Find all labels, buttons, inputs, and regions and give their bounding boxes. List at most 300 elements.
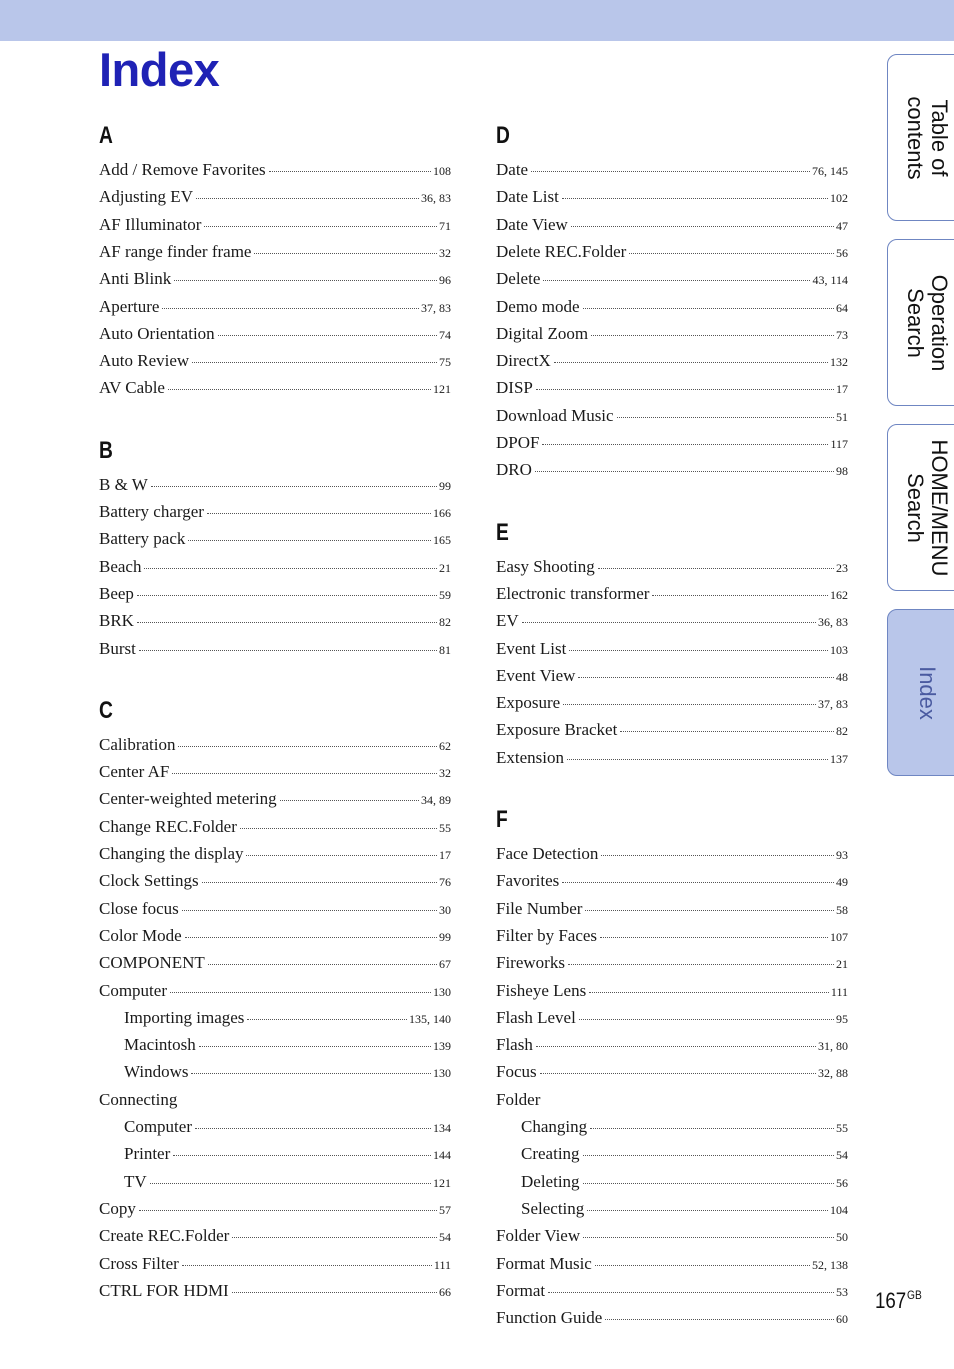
entry-term: Center-weighted metering bbox=[99, 789, 277, 809]
page-number bbox=[875, 1288, 922, 1314]
index-entry[interactable] bbox=[99, 844, 451, 866]
entry-term: Close focus bbox=[99, 898, 179, 918]
entry-term: Burst bbox=[99, 638, 136, 658]
index-entry[interactable] bbox=[496, 844, 848, 866]
entry-page-numbers[interactable]: 21 bbox=[836, 957, 848, 972]
entry-term: Computer bbox=[124, 1117, 192, 1136]
entry-page-numbers[interactable]: 43, 114 bbox=[812, 273, 848, 288]
dot-leader bbox=[522, 622, 816, 623]
dot-leader bbox=[571, 226, 834, 227]
index-subentry[interactable] bbox=[124, 1117, 451, 1139]
index-subentry[interactable] bbox=[521, 1172, 848, 1194]
dot-leader bbox=[562, 198, 828, 199]
entry-term: Easy Shooting bbox=[496, 556, 595, 576]
entry-page-numbers[interactable]: 55 bbox=[439, 820, 451, 835]
entry-page-numbers[interactable]: 132 bbox=[830, 355, 848, 370]
dot-leader bbox=[629, 253, 834, 254]
index-entry[interactable] bbox=[496, 584, 848, 606]
entry-page-numbers[interactable]: 82 bbox=[439, 615, 451, 630]
index-entry[interactable] bbox=[496, 926, 848, 948]
index-entry[interactable] bbox=[496, 693, 848, 715]
entry-term: Selecting bbox=[521, 1198, 585, 1218]
entry-term: Importing images bbox=[124, 1007, 245, 1027]
index-entry[interactable] bbox=[99, 187, 451, 209]
entry-term: Battery charger bbox=[99, 502, 204, 521]
index-entry[interactable] bbox=[99, 926, 451, 948]
entry-page-numbers[interactable]: 47 bbox=[836, 218, 848, 233]
entry-page-numbers[interactable]: 23 bbox=[836, 560, 848, 575]
entry-term: Adjusting EV bbox=[99, 187, 193, 207]
index-entry[interactable] bbox=[99, 639, 451, 661]
entry-term: TV bbox=[124, 1171, 147, 1191]
entry-term: Add / Remove Favorites bbox=[99, 160, 266, 179]
entry-page-numbers[interactable]: 166 bbox=[433, 506, 451, 520]
dot-leader bbox=[605, 1319, 834, 1320]
index-entry[interactable] bbox=[99, 789, 451, 811]
dot-leader bbox=[172, 773, 437, 774]
entry-page-numbers[interactable]: 104 bbox=[830, 1202, 848, 1217]
dot-leader bbox=[652, 595, 828, 596]
entry-term: Event List bbox=[496, 638, 567, 658]
entry-term: AV Cable bbox=[99, 378, 165, 398]
entry-page-numbers[interactable]: 81 bbox=[439, 642, 451, 657]
index-entry[interactable] bbox=[496, 899, 848, 921]
index-entry[interactable] bbox=[496, 1226, 848, 1248]
page-title: Index bbox=[99, 43, 220, 96]
entry-page-numbers[interactable]: 134 bbox=[433, 1121, 451, 1135]
entry-page-numbers[interactable]: 130 bbox=[433, 984, 451, 999]
entry-term: BRK bbox=[99, 611, 134, 631]
dot-leader bbox=[590, 1128, 834, 1129]
index-entry[interactable] bbox=[496, 981, 848, 1003]
entry-term: Auto Orientation bbox=[99, 323, 215, 343]
dot-leader bbox=[583, 1183, 834, 1184]
index-entry[interactable] bbox=[496, 406, 848, 428]
entry-page-numbers[interactable]: 135, 140 bbox=[409, 1011, 451, 1026]
entry-term: Changing the display bbox=[99, 844, 244, 863]
entry-term: Delete REC.Folder bbox=[496, 241, 627, 261]
index-entry[interactable] bbox=[99, 475, 451, 497]
entry-term: Connecting bbox=[99, 1089, 178, 1109]
dot-leader bbox=[601, 855, 834, 856]
index-entry[interactable] bbox=[496, 269, 848, 291]
entry-page-numbers[interactable]: 56 bbox=[836, 245, 848, 260]
dot-leader bbox=[589, 992, 829, 993]
entry-page-numbers[interactable]: 139 bbox=[433, 1039, 451, 1054]
entry-term: AF Illuminator bbox=[99, 214, 202, 234]
entry-term: Face Detection bbox=[496, 844, 599, 863]
entry-term: Changing bbox=[521, 1117, 588, 1136]
index-entry[interactable] bbox=[496, 1008, 848, 1030]
entry-page-numbers[interactable]: 66 bbox=[439, 1284, 451, 1299]
entry-page-numbers[interactable]: 59 bbox=[439, 587, 451, 602]
dot-leader bbox=[208, 964, 437, 965]
index-entry[interactable] bbox=[99, 215, 451, 237]
index-entry[interactable] bbox=[496, 557, 848, 579]
entry-page-numbers[interactable]: 53 bbox=[836, 1284, 848, 1299]
entry-page-numbers[interactable]: 62 bbox=[439, 738, 451, 753]
index-entry[interactable] bbox=[99, 817, 451, 839]
dot-leader bbox=[536, 389, 834, 390]
dot-leader bbox=[174, 280, 437, 281]
index-entry[interactable] bbox=[496, 611, 848, 633]
entry-page-numbers[interactable]: 17 bbox=[439, 848, 451, 862]
entry-page-numbers[interactable]: 56 bbox=[836, 1175, 848, 1190]
index-entry[interactable] bbox=[99, 324, 451, 346]
index-entry[interactable] bbox=[99, 351, 451, 373]
index-subentry[interactable] bbox=[124, 1008, 451, 1030]
tab-label-home-menu-search: HOME/MENU Search bbox=[903, 439, 952, 576]
entry-page-numbers[interactable]: 130 bbox=[433, 1066, 451, 1081]
index-entry[interactable] bbox=[496, 1281, 848, 1303]
page-number-suffix: GB bbox=[907, 1288, 922, 1302]
dot-leader bbox=[144, 568, 437, 569]
dot-leader bbox=[600, 937, 828, 938]
index-entry[interactable] bbox=[496, 666, 848, 688]
dot-leader bbox=[554, 362, 828, 363]
entry-page-numbers[interactable]: 107 bbox=[830, 929, 848, 944]
index-subentry[interactable] bbox=[521, 1117, 848, 1139]
dot-leader bbox=[196, 198, 419, 199]
entry-term: Date bbox=[496, 160, 529, 179]
tab-table-of-contents[interactable] bbox=[887, 54, 954, 221]
dot-leader bbox=[232, 1292, 437, 1293]
index-entry[interactable] bbox=[99, 502, 451, 524]
entry-term: Electronic transformer bbox=[496, 583, 650, 603]
entry-page-numbers[interactable]: 137 bbox=[830, 751, 848, 766]
entry-term: Date List bbox=[496, 187, 559, 207]
entry-page-numbers[interactable]: 17 bbox=[836, 382, 848, 397]
entry-term: Creating bbox=[521, 1144, 580, 1164]
entry-page-numbers[interactable]: 71 bbox=[439, 218, 451, 233]
entry-term: Download Music bbox=[496, 405, 614, 425]
index-entry[interactable] bbox=[99, 160, 451, 182]
index-entry[interactable] bbox=[496, 1308, 848, 1330]
entry-page-numbers[interactable]: 76 bbox=[439, 875, 451, 890]
entry-page-numbers[interactable]: 74 bbox=[439, 327, 451, 342]
section-letter-d: D bbox=[496, 122, 510, 149]
dot-leader bbox=[280, 800, 419, 801]
dot-leader bbox=[207, 513, 431, 514]
index-entry[interactable] bbox=[496, 215, 848, 237]
entry-term: Demo mode bbox=[496, 296, 580, 316]
dot-leader bbox=[192, 362, 437, 363]
dot-leader bbox=[598, 568, 834, 569]
index-subentry[interactable] bbox=[124, 1062, 451, 1084]
dot-leader bbox=[170, 992, 431, 993]
entry-page-numbers[interactable]: 57 bbox=[439, 1202, 451, 1217]
dot-leader bbox=[137, 622, 437, 623]
index-entry[interactable] bbox=[99, 378, 451, 400]
tab-label-index: Index bbox=[915, 665, 940, 720]
entry-term: Calibration bbox=[99, 734, 176, 754]
index-entry[interactable] bbox=[99, 1226, 451, 1248]
entry-page-numbers[interactable]: 67 bbox=[439, 957, 451, 972]
entry-term: Folder View bbox=[496, 1226, 581, 1246]
entry-term: DPOF bbox=[496, 433, 540, 452]
dot-leader bbox=[139, 650, 437, 651]
dot-leader bbox=[232, 1237, 437, 1238]
index-subentry[interactable] bbox=[124, 1035, 451, 1057]
dot-leader bbox=[562, 882, 834, 883]
entry-term: Computer bbox=[99, 980, 167, 1000]
index-subentry[interactable] bbox=[124, 1144, 451, 1166]
dot-leader bbox=[563, 704, 816, 705]
dot-leader bbox=[191, 1073, 431, 1074]
dot-leader bbox=[535, 471, 834, 472]
index-entry[interactable] bbox=[496, 460, 848, 482]
index-entry[interactable] bbox=[496, 324, 848, 346]
entry-page-numbers[interactable]: 121 bbox=[433, 382, 451, 397]
index-entry[interactable] bbox=[99, 762, 451, 784]
entry-page-numbers[interactable]: 36, 83 bbox=[818, 615, 848, 630]
entry-page-numbers[interactable]: 117 bbox=[830, 437, 848, 451]
index-entry[interactable] bbox=[99, 1254, 451, 1276]
dot-leader bbox=[254, 253, 437, 254]
entry-page-numbers[interactable]: 37, 83 bbox=[818, 697, 848, 712]
entry-term: DRO bbox=[496, 460, 532, 480]
dot-leader bbox=[568, 964, 834, 965]
entry-term: Clock Settings bbox=[99, 871, 199, 891]
section-letter-a: A bbox=[99, 122, 113, 149]
entry-term: Format bbox=[496, 1280, 546, 1300]
entry-page-numbers[interactable]: 30 bbox=[439, 902, 451, 917]
entry-term: Deleting bbox=[521, 1171, 580, 1191]
dot-leader bbox=[587, 1210, 828, 1211]
entry-page-numbers[interactable]: 58 bbox=[836, 902, 848, 917]
index-entry[interactable] bbox=[99, 1281, 451, 1303]
entry-page-numbers[interactable]: 60 bbox=[836, 1312, 848, 1327]
index-entry[interactable] bbox=[496, 871, 848, 893]
entry-page-numbers[interactable]: 37, 83 bbox=[421, 300, 451, 315]
entry-page-numbers[interactable]: 165 bbox=[433, 533, 451, 548]
index-entry[interactable] bbox=[496, 639, 848, 661]
entry-page-numbers[interactable]: 51 bbox=[836, 409, 848, 424]
dot-leader bbox=[240, 828, 437, 829]
entry-term: Exposure Bracket bbox=[496, 720, 618, 740]
index-entry[interactable] bbox=[99, 981, 451, 1003]
entry-page-numbers[interactable]: 99 bbox=[439, 478, 451, 493]
index-entry[interactable] bbox=[496, 1254, 848, 1276]
tab-home-menu-search[interactable] bbox=[887, 424, 954, 591]
entry-term: Exposure bbox=[496, 693, 561, 713]
dot-leader bbox=[583, 1237, 834, 1238]
index-entry[interactable] bbox=[496, 433, 848, 455]
entry-term: Favorites bbox=[496, 871, 560, 891]
dot-leader bbox=[567, 759, 828, 760]
dot-leader bbox=[182, 910, 437, 911]
entry-term: Aperture bbox=[99, 296, 160, 316]
section-letter-b: B bbox=[99, 436, 113, 464]
entry-term: DirectX bbox=[496, 351, 551, 371]
entry-page-numbers[interactable]: 64 bbox=[836, 300, 848, 315]
dot-leader bbox=[188, 540, 431, 541]
index-entry[interactable] bbox=[496, 1090, 848, 1112]
entry-term: B & W bbox=[99, 474, 148, 494]
index-entry[interactable] bbox=[99, 871, 451, 893]
dot-leader bbox=[543, 280, 810, 281]
entry-term: Function Guide bbox=[496, 1308, 603, 1328]
entry-page-numbers[interactable]: 32 bbox=[439, 766, 451, 781]
index-entry[interactable] bbox=[496, 1035, 848, 1057]
entry-term: Folder bbox=[496, 1089, 541, 1109]
tab-index[interactable] bbox=[887, 609, 954, 776]
entry-term: EV bbox=[496, 611, 519, 631]
entry-page-numbers[interactable]: 75 bbox=[439, 355, 451, 370]
index-entry[interactable] bbox=[99, 899, 451, 921]
dot-leader bbox=[151, 486, 437, 487]
entry-term: Cross Filter bbox=[99, 1253, 179, 1273]
entry-term: Beach bbox=[99, 556, 142, 576]
dot-leader bbox=[178, 746, 437, 747]
dot-leader bbox=[591, 335, 834, 336]
index-entry[interactable] bbox=[99, 269, 451, 291]
dot-leader bbox=[246, 855, 437, 856]
entry-term: Delete bbox=[496, 269, 541, 289]
index-entry[interactable] bbox=[496, 242, 848, 264]
entry-term: DISP bbox=[496, 378, 533, 398]
index-entry[interactable] bbox=[99, 242, 451, 264]
entry-page-numbers[interactable]: 32, 88 bbox=[818, 1066, 848, 1081]
entry-term: Focus bbox=[496, 1062, 537, 1082]
dot-leader bbox=[137, 595, 437, 596]
entry-page-numbers[interactable]: 99 bbox=[439, 929, 451, 944]
entry-page-numbers[interactable]: 34, 89 bbox=[421, 793, 451, 808]
entry-term: CTRL FOR HDMI bbox=[99, 1280, 229, 1300]
entry-page-numbers[interactable]: 32 bbox=[439, 245, 451, 260]
index-entry[interactable] bbox=[99, 297, 451, 319]
index-entry[interactable] bbox=[99, 584, 451, 606]
dot-leader bbox=[578, 677, 834, 678]
dot-leader bbox=[139, 1210, 437, 1211]
top-color-band bbox=[0, 0, 954, 41]
dot-leader bbox=[182, 1265, 432, 1266]
entry-page-numbers[interactable]: 162 bbox=[830, 587, 848, 602]
entry-term: Filter by Faces bbox=[496, 925, 598, 945]
entry-page-numbers[interactable]: 54 bbox=[836, 1148, 848, 1163]
entry-term: COMPONENT bbox=[99, 953, 205, 973]
tab-operation-search[interactable] bbox=[887, 239, 954, 406]
dot-leader bbox=[536, 1046, 816, 1047]
dot-leader bbox=[195, 1128, 431, 1129]
entry-page-numbers[interactable]: 144 bbox=[433, 1148, 451, 1163]
index-entry[interactable] bbox=[496, 160, 848, 182]
entry-page-numbers[interactable]: 21 bbox=[439, 560, 451, 575]
index-entry[interactable] bbox=[99, 611, 451, 633]
tab-label-operation-search: Operation Search bbox=[903, 274, 952, 371]
dot-leader bbox=[185, 937, 437, 938]
index-entry[interactable] bbox=[99, 1090, 451, 1112]
entry-page-numbers[interactable]: 76, 145 bbox=[812, 164, 848, 178]
entry-page-numbers[interactable]: 36, 83 bbox=[421, 191, 451, 206]
entry-term: Color Mode bbox=[99, 925, 182, 945]
entry-page-numbers[interactable]: 96 bbox=[439, 273, 451, 288]
entry-page-numbers[interactable]: 55 bbox=[836, 1121, 848, 1135]
dot-leader bbox=[620, 731, 834, 732]
entry-term: Extension bbox=[496, 747, 564, 767]
dot-leader bbox=[269, 171, 431, 172]
entry-term: Flash Level bbox=[496, 1007, 576, 1027]
dot-leader bbox=[542, 444, 828, 445]
dot-leader bbox=[150, 1183, 431, 1184]
entry-page-numbers[interactable]: 121 bbox=[433, 1175, 451, 1190]
index-subentry[interactable] bbox=[521, 1144, 848, 1166]
index-entry[interactable] bbox=[99, 529, 451, 551]
entry-term: Beep bbox=[99, 583, 134, 603]
tab-label-table-of-contents: Table of contents bbox=[903, 95, 952, 180]
dot-leader bbox=[218, 335, 437, 336]
index-entry[interactable] bbox=[99, 735, 451, 757]
dot-leader bbox=[579, 1019, 834, 1020]
dot-leader bbox=[583, 308, 834, 309]
entry-page-numbers[interactable]: 50 bbox=[836, 1230, 848, 1245]
index-subentry[interactable] bbox=[521, 1199, 848, 1221]
dot-leader bbox=[173, 1155, 431, 1156]
entry-term: Battery pack bbox=[99, 529, 186, 549]
entry-page-numbers[interactable]: 95 bbox=[836, 1011, 848, 1026]
dot-leader bbox=[168, 389, 431, 390]
index-entry[interactable] bbox=[496, 720, 848, 742]
index-entry[interactable] bbox=[496, 378, 848, 400]
entry-term: Anti Blink bbox=[99, 269, 172, 289]
entry-page-numbers[interactable]: 52, 138 bbox=[812, 1257, 848, 1272]
section-letter-c: C bbox=[99, 696, 113, 724]
index-entry[interactable] bbox=[496, 297, 848, 319]
dot-leader bbox=[162, 308, 419, 309]
entry-term: Digital Zoom bbox=[496, 323, 589, 343]
dot-leader bbox=[204, 226, 437, 227]
entry-term: Printer bbox=[124, 1144, 171, 1164]
index-entry[interactable] bbox=[496, 1062, 848, 1084]
entry-page-numbers[interactable]: 111 bbox=[433, 1257, 451, 1272]
entry-page-numbers[interactable]: 31, 80 bbox=[818, 1039, 848, 1054]
entry-term: File Number bbox=[496, 898, 583, 918]
entry-term: Auto Review bbox=[99, 351, 190, 371]
entry-page-numbers[interactable]: 98 bbox=[836, 464, 848, 479]
dot-leader bbox=[531, 171, 810, 172]
entry-page-numbers[interactable]: 73 bbox=[836, 327, 848, 342]
entry-page-numbers[interactable]: 102 bbox=[830, 191, 848, 206]
entry-page-numbers[interactable]: 93 bbox=[836, 848, 848, 862]
index-entry[interactable] bbox=[99, 557, 451, 579]
index-entry[interactable] bbox=[496, 351, 848, 373]
index-entry[interactable] bbox=[496, 953, 848, 975]
entry-term: Event View bbox=[496, 665, 576, 685]
entry-page-numbers[interactable]: 54 bbox=[439, 1230, 451, 1245]
dot-leader bbox=[199, 1046, 431, 1047]
index-subentry[interactable] bbox=[124, 1172, 451, 1194]
index-entry[interactable] bbox=[496, 748, 848, 770]
entry-term: Macintosh bbox=[124, 1035, 196, 1055]
entry-page-numbers[interactable]: 49 bbox=[836, 875, 848, 890]
entry-page-numbers[interactable]: 82 bbox=[836, 724, 848, 739]
entry-page-numbers[interactable]: 108 bbox=[433, 164, 451, 178]
index-entry[interactable] bbox=[99, 1199, 451, 1221]
entry-page-numbers[interactable]: 48 bbox=[836, 669, 848, 684]
dot-leader bbox=[617, 417, 834, 418]
page-number-value: 167 bbox=[875, 1288, 907, 1313]
entry-term: Change REC.Folder bbox=[99, 816, 237, 836]
dot-leader bbox=[569, 650, 828, 651]
index-entry[interactable] bbox=[496, 187, 848, 209]
entry-term: Format Music bbox=[496, 1253, 592, 1273]
entry-page-numbers[interactable]: 103 bbox=[830, 642, 848, 657]
index-entry[interactable] bbox=[99, 953, 451, 975]
dot-leader bbox=[583, 1155, 834, 1156]
entry-page-numbers[interactable]: 111 bbox=[830, 984, 848, 999]
dot-leader bbox=[585, 910, 834, 911]
entry-term: Fisheye Lens bbox=[496, 980, 587, 1000]
